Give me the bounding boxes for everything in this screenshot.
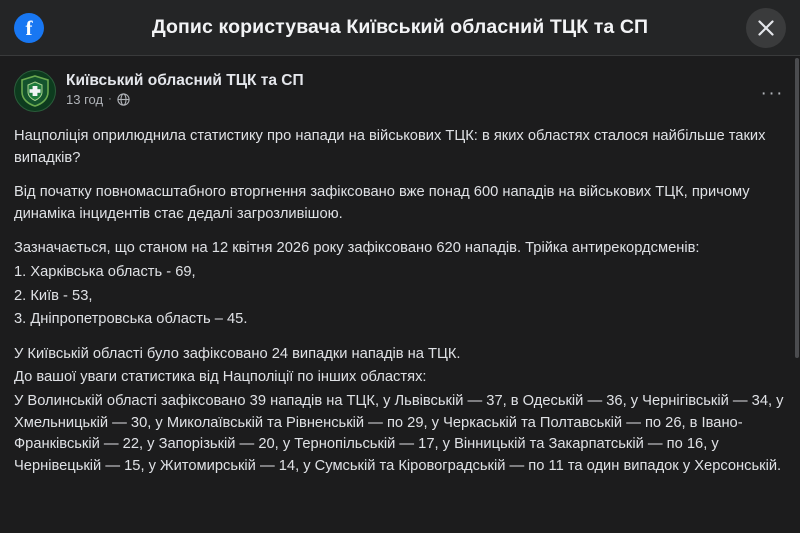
post-meta [66, 92, 753, 107]
shield-emblem-icon [20, 75, 50, 107]
post-text [14, 126, 786, 478]
close-icon[interactable] [746, 8, 786, 48]
page-title: Допис користувача Київський обласний ТЦК та СП [151, 16, 649, 38]
post-paragraph: Зазначається, що станом на 12 квітня 2026 року зафіксовано 620 нападів. Трійка антирекордсменів: [14, 240, 700, 257]
scrollbar[interactable] [795, 56, 800, 533]
meta-separator: · [108, 93, 112, 105]
dialog-header [0, 0, 800, 56]
post-paragraph: Нацполіція оприлюднила статистику про напади на військових ТЦК: в яких областях сталося найбільше таких випадків? [14, 128, 766, 166]
post-timestamp[interactable]: 13 год [66, 92, 104, 107]
post-list-item: 2. Київ - 53, [14, 287, 93, 304]
post-paragraph: У Волинській області зафіксовано 39 нападів на ТЦК, у Львівській — 37, в Одеській — 36, у Чернігівській — 34, у Хмельницькій — 30, у Миколаївській та Рівненській — по 29, у Черкаській та Полтавській — по 26, в Івано-Франківській — 22, у Запорізькій — 20, у Тернопільській — 17, у Вінницькій та Закарпатській — по 16, у Чернівецькій — 15, у Житомирській — 14, у Сумській та Кіровоградській — по 11 та один випадок у Херсонській. [14, 393, 784, 474]
post-header [14, 70, 786, 112]
avatar[interactable] [14, 70, 56, 112]
post-author-block [66, 70, 753, 107]
facebook-logo-icon: f [14, 13, 44, 43]
post-author-name[interactable]: Київський обласний ТЦК та СП [66, 72, 304, 89]
post-list-item: 3. Дніпропетровська область – 45. [14, 311, 248, 328]
post-paragraph: У Київській області було зафіксовано 24 випадки нападів на ТЦК. [14, 345, 461, 362]
scrollbar-thumb[interactable] [795, 58, 799, 358]
post-container [0, 56, 800, 533]
globe-icon [117, 93, 130, 106]
post-paragraph: Від початку повномасштабного вторгнення зафіксовано вже понад 600 нападів на військових ТЦК, причому динаміка інцидентів стає дедалі загрозливішою. [14, 184, 750, 222]
post-list-item: 1. Харківська область - 69, [14, 264, 196, 281]
post-options-icon[interactable]: ··· [760, 83, 784, 104]
post-paragraph: До вашої уваги статистика від Нацполіції по інших областях: [14, 369, 427, 386]
